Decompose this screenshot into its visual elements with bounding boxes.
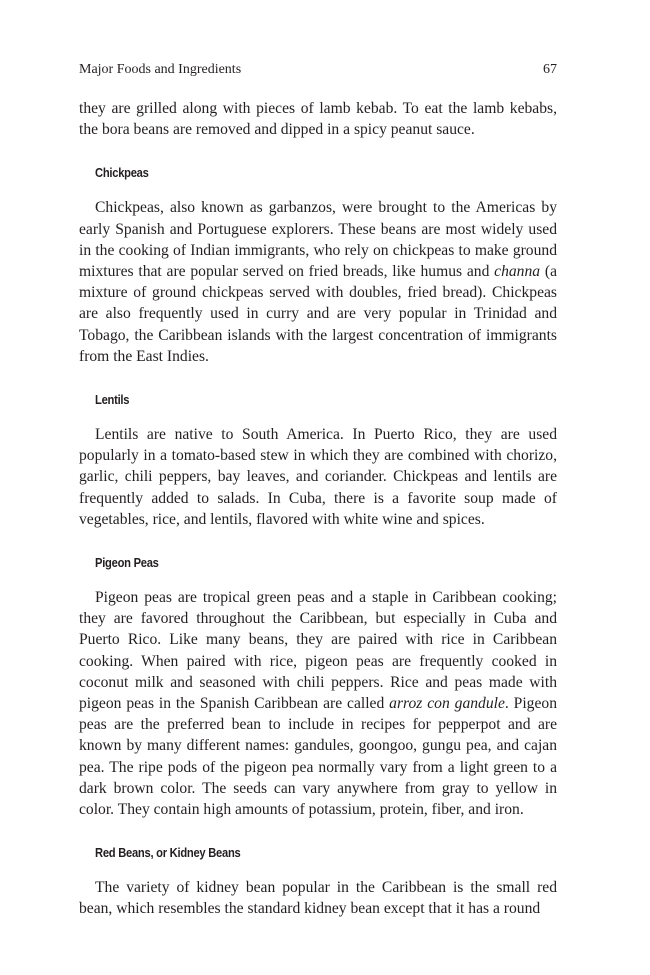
paragraph-pigeon-peas bbox=[79, 587, 557, 820]
heading-lentils: Lentils bbox=[95, 392, 130, 408]
paragraph-red-beans: The variety of kidney bean popular in the Caribbean is the small red bean, which resembles the standard kidney bean except that it has a round bbox=[79, 879, 557, 918]
book-page bbox=[79, 60, 557, 920]
chickpeas-text-1: Chickpeas, also known as garbanzos, were brought to the Americas by early Spanish and Portuguese explorers. These beans are most widely used in the cooking of Indian immigrants, who rely on chickpeas to make ground mixtures that are popular served on fried breads, like humus and bbox=[79, 199, 557, 281]
pigeon-peas-text-2: . Pigeon peas are the preferred bean to include in recipes for pepperpot and are known by many different names: gandules, goongoo, gungu pea, and cajan pea. The ripe pods of the pigeon pea normally vary from a light green to a dark brown color. The seeds can vary anywhere from gray to yellow in color. They contain high amounts of potassium, protein, fiber, and iron. bbox=[79, 695, 557, 819]
intro-paragraph: they are grilled along with pieces of lamb kebab. To eat the lamb kebabs, the bora beans are removed and dipped in a spicy peanut sauce. bbox=[79, 100, 557, 139]
pigeon-peas-italic-term: arroz con gandule bbox=[389, 695, 505, 713]
running-head bbox=[79, 60, 557, 80]
heading-chickpeas: Chickpeas bbox=[95, 165, 149, 181]
chickpeas-text-2: (a mixture of ground chickpeas served with doubles, fried bread). Chickpeas are also frequently used in curry and are very popular in Trinidad and Tobago, the Caribbean islands with the largest concentration of immigrants from the East Indies. bbox=[79, 263, 557, 365]
paragraph-chickpeas bbox=[79, 197, 557, 367]
running-title: Major Foods and Ingredients bbox=[79, 62, 242, 77]
heading-red-beans: Red Beans, or Kidney Beans bbox=[95, 845, 241, 861]
page-number: 67 bbox=[543, 62, 557, 77]
chickpeas-italic-term: channa bbox=[494, 263, 541, 281]
heading-pigeon-peas: Pigeon Peas bbox=[95, 555, 159, 571]
paragraph-lentils: Lentils are native to South America. In Puerto Rico, they are used popularly in a tomato-based stew in which they are combined with chorizo, garlic, chili peppers, bay leaves, and coriander. Chickpeas and lentils are frequently added to salads. In Cuba, there is a favorite soup made of vegetables, rice, and lentils, flavored with white wine and spices. bbox=[79, 426, 557, 528]
pigeon-peas-text-1: Pigeon peas are tropical green peas and a staple in Caribbean cooking; they are favored throughout the Caribbean, but especially in Cuba and Puerto Rico. Like many beans, they are paired with rice in Caribbean cooking. When paired with rice, pigeon peas are frequently cooked in coconut milk and seasoned with chili peppers. Rice and peas made with pigeon peas in the Spanish Caribbean are called bbox=[79, 589, 557, 713]
